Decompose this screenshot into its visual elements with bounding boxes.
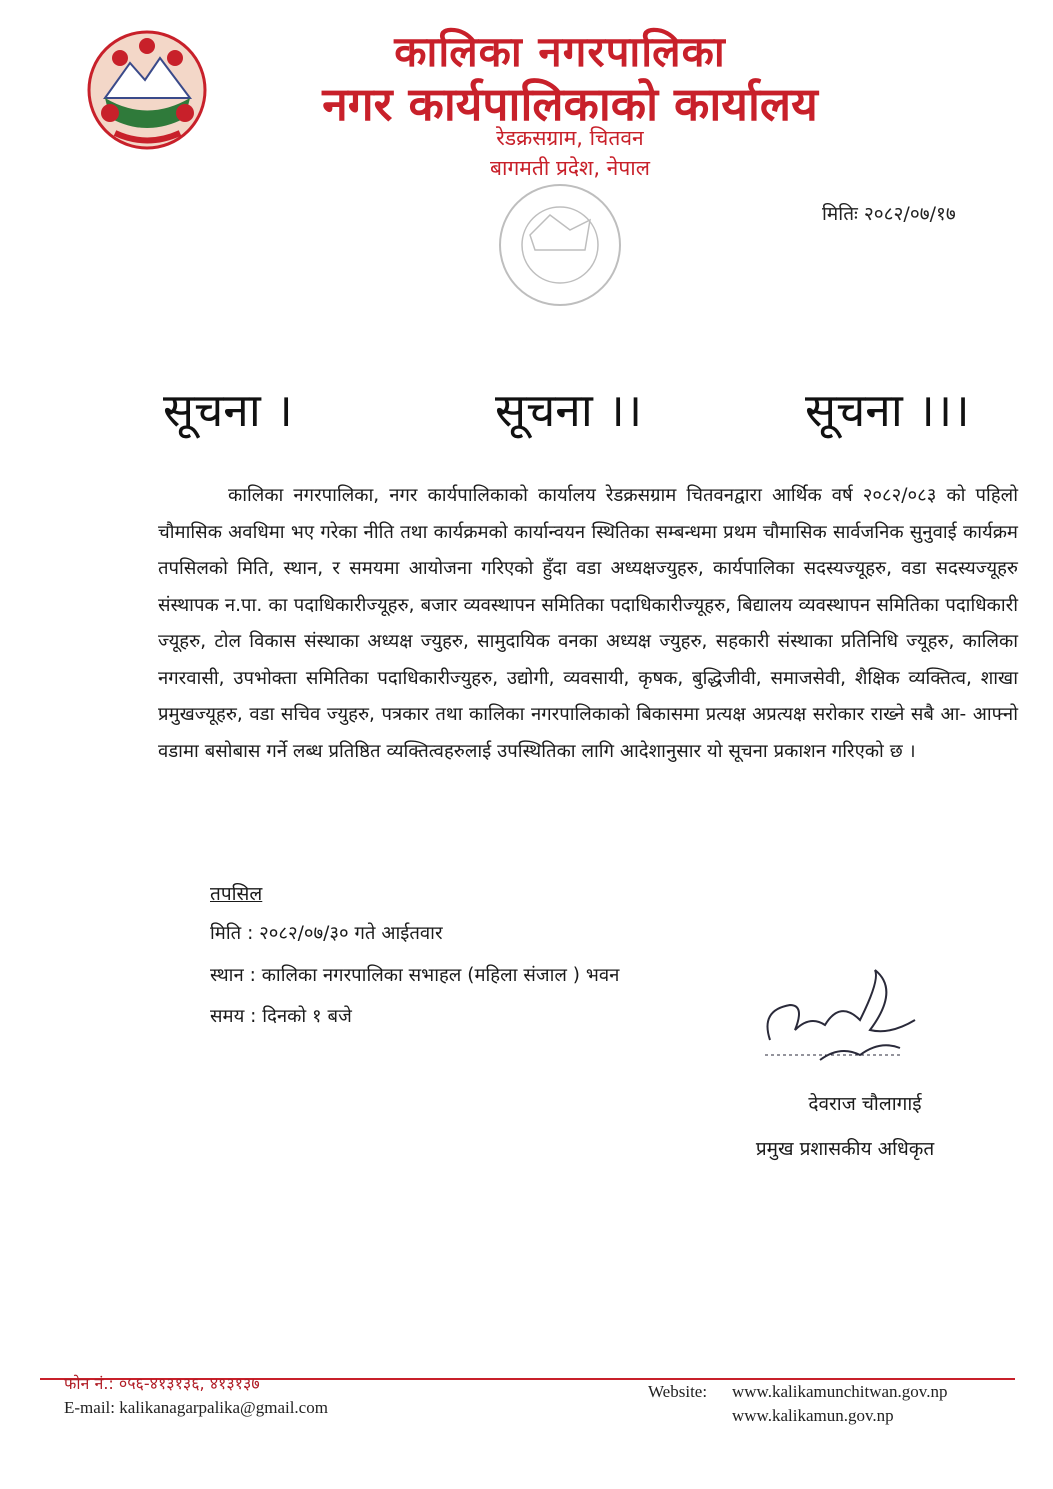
notice-heading-3: सूचना ।।। (805, 383, 970, 437)
signer-name: देवराज चौलागाई (808, 1093, 922, 1115)
letter-date: मितिः २०८२/०७/१७ (822, 203, 956, 225)
notice-heading-2: सूचना ।। (495, 383, 643, 437)
footer-email[interactable]: E-mail: kalikanagarpalika@gmail.com (64, 1398, 328, 1417)
event-date: मिति : २०८२/०७/३० गते आईतवार (210, 923, 443, 944)
event-place: स्थान : कालिका नगरपालिका सभाहल (महिला संजाल ) भवन (210, 965, 620, 986)
footer-website-link-1[interactable]: www.kalikamunchitwan.gov.np (732, 1382, 948, 1401)
footer-website-link-2[interactable]: www.kalikamun.gov.np (732, 1406, 894, 1425)
municipality-name: कालिका नगरपालिका (394, 27, 726, 76)
address-line-2: बागमती प्रदेश, नेपाल (490, 156, 650, 180)
notice-body-paragraph: कालिका नगरपालिका, नगर कार्यपालिकाको कार्यालय रेडक्रसग्राम चितवनद्वारा आर्थिक वर्ष २०८२/०८३ को पहिलो चौमासिक अवधिमा भए गरेका नीति तथा कार्यक्रमको कार्यान्वयन स्थितिका सम्बन्धमा प्रथम चौमासिक सार्वजनिक सुनुवाई कार्यक्रम तपसिलको मिति, स्थान, र समयमा आयोजना गरिएको हुँदा वडा अध्यक्षज्युहरु, कार्यपालिका सदस्यज्यूहरु, वडा सदस्यज्यूहरु संस्थापक न.पा. का पदाधिकारीज्यूहरु, बजार व्यवस्थापन समितिका पदाधिकारीज्यूहरु, बिद्यालय व्यवस्थापन समितिका पदाधिकारी ज्यूहरु, टोल विकास संस्थाका अध्यक्ष ज्युहरु, सामुदायिक वनका अध्यक्ष ज्युहरु, सहकारी संस्थाका प्रतिनिधि ज्यूहरु, कालिका नगरवासी, उपभोक्ता समितिका पदाधिकारीज्युहरु, उद्योगी, व्यवसायी, कृषक, बुद्धिजीवी, समाजसेवी, शैक्षिक व्यक्तित्व, शाखा प्रमुखज्यूहरु, वडा सचिव ज्युहरु, पत्रकार तथा कालिका नगरपालिकाको बिकासमा प्रत्यक्ष अप्रत्यक्ष सरोकार राख्ने सबै आ- आफ्नो वडामा बसोबास गर्ने लब्ध प्रतिष्ठित व्यक्तित्वहरुलाई उपस्थितिका लागि आदेशानुसार यो सूचना प्रकाशन गरिएको छ । (158, 485, 1018, 762)
nepal-emblem-logo (85, 28, 210, 153)
office-stamp (475, 180, 645, 320)
details-heading: तपसिल (210, 883, 263, 905)
signer-title: प्रमुख प्रशासकीय अधिकृत (755, 1138, 935, 1160)
address-line-1: रेडक्रसग्राम, चितवन (496, 126, 644, 150)
footer-phone: फोन नं.: ०५६-४१३१३६, ४१३१३७ (64, 1374, 260, 1393)
office-name: नगर कार्यपालिकाको कार्यालय (322, 77, 818, 131)
footer-website-label: Website: (648, 1382, 708, 1401)
event-time: समय : दिनको १ बजे (210, 1006, 352, 1027)
notice-heading-1: सूचना । (163, 383, 293, 437)
handwritten-signature (750, 960, 930, 1080)
